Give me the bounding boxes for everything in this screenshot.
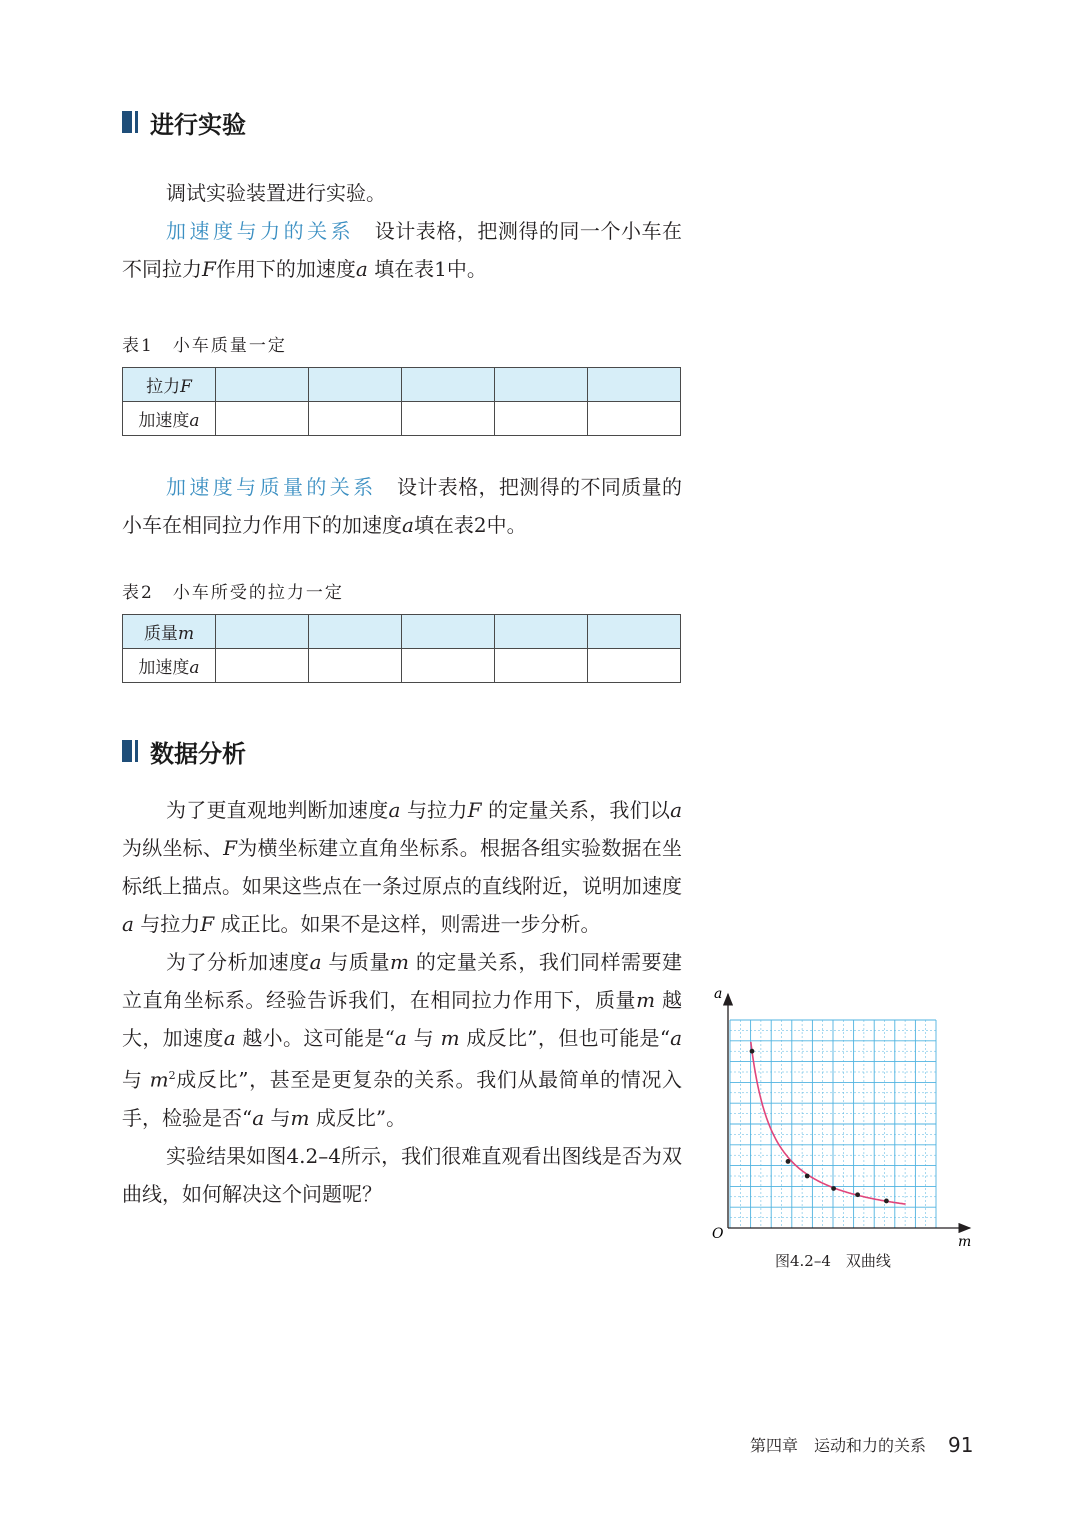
text: 与 bbox=[413, 1026, 434, 1050]
var-a: a bbox=[670, 798, 683, 822]
var-m: m bbox=[389, 950, 409, 974]
intro-text: 调试实验装置进行实验。 bbox=[166, 181, 386, 205]
hyperbola-curve bbox=[751, 1042, 906, 1204]
y-axis-label: a bbox=[714, 986, 723, 1002]
data-point bbox=[831, 1186, 836, 1191]
analysis-paragraph-3: 实验结果如图4.2–4所示，我们很难直观看出图线是否为双曲线，如何解决这个问题呢？ bbox=[122, 1143, 682, 1206]
text: 成正比。如果不是这样，则需进一步分析。 bbox=[220, 912, 601, 936]
row-label: 加速度 bbox=[138, 411, 190, 431]
var-a: a bbox=[252, 1105, 265, 1130]
var-a: a bbox=[670, 1026, 683, 1050]
table2 bbox=[122, 614, 681, 683]
data-point bbox=[786, 1159, 791, 1164]
var-m: m bbox=[636, 988, 656, 1012]
var-a: a bbox=[394, 1026, 407, 1050]
text: 成反比”。 bbox=[315, 1105, 407, 1130]
chapter-footer: 第四章 运动和力的关系 bbox=[750, 1436, 927, 1455]
row-label: 拉力 bbox=[146, 377, 181, 397]
text: 与拉力 bbox=[140, 912, 201, 936]
table-cell bbox=[309, 615, 402, 649]
table-cell bbox=[588, 368, 681, 402]
exp1-text: 作用下的加速度 bbox=[215, 257, 356, 281]
exp2-paragraph bbox=[122, 468, 682, 544]
experiment-text bbox=[122, 174, 682, 288]
var-a: a bbox=[388, 798, 401, 822]
table-cell bbox=[402, 368, 495, 402]
table1-row1-header bbox=[123, 368, 216, 402]
heading-bar-icon bbox=[135, 740, 138, 762]
exp2-heading: 加速度与质量的关系 bbox=[166, 475, 377, 499]
text: 与拉力 bbox=[406, 798, 468, 822]
text: 为横坐标建立直角坐标系。根据各组实验数据在坐标纸上描点。如果这些点在一条过原点的直线附近，说明加速度 bbox=[122, 836, 683, 898]
hyperbola-chart bbox=[708, 984, 980, 1254]
var-F: F bbox=[223, 836, 238, 860]
var-m: m bbox=[177, 624, 195, 644]
table-cell bbox=[309, 402, 402, 436]
exp1-paragraph bbox=[122, 212, 682, 288]
var-a: a bbox=[309, 950, 322, 974]
table-cell bbox=[588, 649, 681, 683]
text: 越小。这可能是“ bbox=[242, 1026, 395, 1050]
text: 的定量关系，我们以 bbox=[488, 798, 671, 822]
table-cell bbox=[402, 615, 495, 649]
var-F: F bbox=[180, 377, 192, 397]
hyperbola-figure bbox=[708, 984, 980, 1284]
text: 的定量关系，我们同样需要建立直角坐标系。经验告诉我们，在相同拉力作用下，质量 bbox=[122, 950, 682, 1012]
heading-bar-icon bbox=[122, 111, 132, 133]
table2-row2-header bbox=[123, 649, 216, 683]
exp1-heading: 加速度与力的关系 bbox=[166, 219, 355, 243]
table-cell bbox=[495, 368, 588, 402]
table2-row1-header bbox=[123, 615, 216, 649]
data-point bbox=[805, 1174, 810, 1179]
var-a: a bbox=[189, 411, 200, 431]
section-heading-experiment bbox=[122, 102, 246, 142]
x-axis-label: m bbox=[958, 1234, 972, 1250]
exp1-text: 设计表格，把测得的同一个小车在不同拉力 bbox=[122, 219, 683, 281]
var-m: m bbox=[440, 1026, 460, 1050]
analysis-paragraph-2 bbox=[122, 943, 682, 1137]
text: 为了分析加速度 bbox=[166, 950, 310, 974]
var-m: m bbox=[290, 1105, 310, 1130]
table-cell bbox=[588, 402, 681, 436]
text: 越大，加速度 bbox=[122, 988, 682, 1050]
var-a: a bbox=[189, 658, 200, 678]
heading-bar-icon bbox=[135, 111, 138, 133]
heading-bar-icon bbox=[122, 740, 132, 762]
text: 与 bbox=[122, 1067, 143, 1092]
data-point bbox=[855, 1192, 860, 1197]
exp2-text: 填在表2中。 bbox=[413, 513, 527, 537]
exp2-text-block bbox=[122, 468, 682, 544]
var-F: F bbox=[202, 257, 216, 281]
table-cell bbox=[216, 649, 309, 683]
table-cell bbox=[495, 615, 588, 649]
var-a: a bbox=[355, 257, 368, 281]
row-label: 加速度 bbox=[138, 658, 190, 678]
superscript: 2 bbox=[168, 1069, 176, 1082]
var-a: a bbox=[122, 912, 134, 936]
table-cell bbox=[216, 368, 309, 402]
text: 为纵坐标、 bbox=[122, 836, 224, 860]
table1 bbox=[122, 367, 681, 436]
table2-caption: 表2 小车所受的拉力一定 bbox=[122, 583, 344, 603]
row-label: 质量 bbox=[143, 624, 178, 644]
analysis-paragraph-1 bbox=[122, 791, 682, 943]
analysis-text bbox=[122, 791, 682, 1213]
table-cell bbox=[216, 402, 309, 436]
exp1-text: 填在表1中。 bbox=[374, 257, 487, 281]
table-cell bbox=[402, 649, 495, 683]
table-cell bbox=[216, 615, 309, 649]
table1-caption: 表1 小车质量一定 bbox=[122, 336, 287, 356]
table1-row2-header bbox=[123, 402, 216, 436]
figure-caption: 图4.2–4 双曲线 bbox=[775, 1252, 891, 1270]
text: 成反比”，甚至是更复杂的关系。我们从最简单的情况入手，检验是否“ bbox=[122, 1067, 683, 1130]
text: 与质量 bbox=[328, 950, 390, 974]
origin-label: O bbox=[712, 1226, 724, 1242]
var-m: m bbox=[149, 1067, 169, 1092]
var-F: F bbox=[467, 798, 482, 822]
text: 为了更直观地判断加速度 bbox=[166, 798, 389, 822]
text: 成反比”，但也可能是“ bbox=[466, 1026, 671, 1050]
exp2-text: 设计表格，把测得的不同质量的小车在相同拉力作用下的加速度 bbox=[122, 475, 683, 537]
var-a: a bbox=[402, 513, 414, 537]
table-cell bbox=[309, 649, 402, 683]
table-cell bbox=[495, 402, 588, 436]
section-title: 数据分析 bbox=[150, 739, 246, 768]
var-F: F bbox=[200, 912, 215, 936]
page-number: 91 bbox=[948, 1433, 974, 1457]
grid bbox=[730, 1020, 936, 1228]
section-title: 进行实验 bbox=[150, 110, 246, 139]
var-a: a bbox=[223, 1026, 236, 1050]
table-cell bbox=[495, 649, 588, 683]
text: 与 bbox=[270, 1105, 291, 1130]
table-cell bbox=[309, 368, 402, 402]
data-point bbox=[884, 1199, 889, 1204]
table-cell bbox=[402, 402, 495, 436]
table-cell bbox=[588, 615, 681, 649]
section-heading-analysis bbox=[122, 731, 246, 771]
data-point bbox=[750, 1049, 755, 1054]
